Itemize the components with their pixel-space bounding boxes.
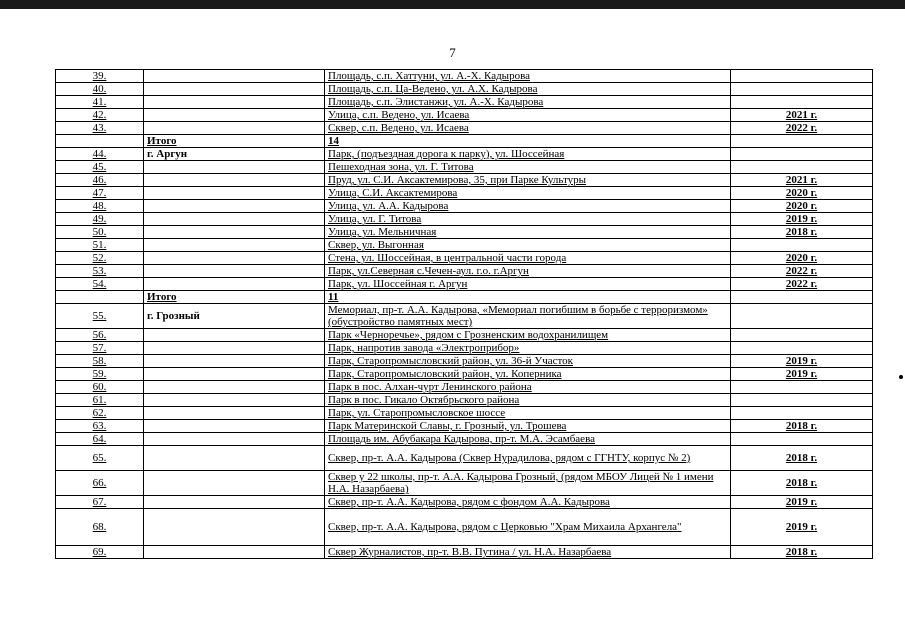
year-cell: 2019 г. xyxy=(731,213,873,226)
object-cell: Улица, С.И. Аксактемирова xyxy=(325,187,731,200)
year-cell: 2020 г. xyxy=(731,187,873,200)
year-cell xyxy=(731,161,873,174)
table-row xyxy=(56,304,873,329)
locality-cell xyxy=(144,496,325,509)
row-number: 57. xyxy=(56,342,144,355)
table-row xyxy=(56,368,873,381)
row-number: 41. xyxy=(56,96,144,109)
locality-cell: г. Аргун xyxy=(144,148,325,161)
year-cell: 2019 г. xyxy=(731,355,873,368)
year-cell: 2018 г. xyxy=(731,226,873,239)
year-cell: 2021 г. xyxy=(731,174,873,187)
locality-cell xyxy=(144,70,325,83)
year-cell xyxy=(731,433,873,446)
locality-cell xyxy=(144,96,325,109)
year-cell: 2022 г. xyxy=(731,265,873,278)
year-cell xyxy=(731,70,873,83)
table-row xyxy=(56,83,873,96)
locality-cell xyxy=(144,226,325,239)
total-value: 11 xyxy=(325,291,731,304)
year-cell xyxy=(731,83,873,96)
table-row xyxy=(56,433,873,446)
object-cell: Парк, ул. Старопромысловское шоссе xyxy=(325,407,731,420)
row-number: 49. xyxy=(56,213,144,226)
object-cell: Парк, ул.Северная с.Чечен-аул. г.о. г.Аргун xyxy=(325,265,731,278)
object-cell: Стена, ул. Шоссейная, в центральной части города xyxy=(325,252,731,265)
row-number: 52. xyxy=(56,252,144,265)
year-cell: 2019 г. xyxy=(731,509,873,546)
table-body xyxy=(56,70,873,559)
locality-cell: г. Грозный xyxy=(144,304,325,329)
table-row xyxy=(56,394,873,407)
row-number: 69. xyxy=(56,546,144,559)
locality-cell xyxy=(144,546,325,559)
row-number: 61. xyxy=(56,394,144,407)
row-number: 46. xyxy=(56,174,144,187)
table-row xyxy=(56,174,873,187)
object-cell: Улица, ул. Мельничная xyxy=(325,226,731,239)
top-border-bar xyxy=(0,0,905,9)
row-number: 65. xyxy=(56,446,144,471)
year-cell xyxy=(731,329,873,342)
row-number: 45. xyxy=(56,161,144,174)
row-number: 48. xyxy=(56,200,144,213)
row-number: 54. xyxy=(56,278,144,291)
object-cell: Парк в пос. Алхан-чурт Ленинского района xyxy=(325,381,731,394)
year-cell xyxy=(731,342,873,355)
object-cell: Парк, Старопромысловский район, ул. 36-й Участок xyxy=(325,355,731,368)
table-row xyxy=(56,496,873,509)
row-number: 50. xyxy=(56,226,144,239)
locality-cell xyxy=(144,213,325,226)
table-row xyxy=(56,239,873,252)
object-cell: Улица, ул. Г. Титова xyxy=(325,213,731,226)
year-cell: 2018 г. xyxy=(731,446,873,471)
row-number: 63. xyxy=(56,420,144,433)
locality-cell xyxy=(144,174,325,187)
locality-cell xyxy=(144,122,325,135)
year-cell: 2020 г. xyxy=(731,252,873,265)
table-row xyxy=(56,278,873,291)
locality-cell xyxy=(144,278,325,291)
locality-cell xyxy=(144,265,325,278)
table-row xyxy=(56,226,873,239)
year-cell xyxy=(731,381,873,394)
row-number: 43. xyxy=(56,122,144,135)
object-cell: Парк, (подъездная дорога к парку), ул. Шоссейная xyxy=(325,148,731,161)
year-cell: 2022 г. xyxy=(731,278,873,291)
year-cell xyxy=(731,96,873,109)
row-number: 64. xyxy=(56,433,144,446)
row-number xyxy=(56,135,144,148)
locality-cell xyxy=(144,252,325,265)
object-cell: Парк «Черноречье», рядом с Грозненским водохранилищем xyxy=(325,329,731,342)
year-cell xyxy=(731,394,873,407)
object-cell: Площадь им. Абубакара Кадырова, пр-т. М.А. Эсамбаева xyxy=(325,433,731,446)
object-cell: Парк, Старопромысловский район, ул. Коперника xyxy=(325,368,731,381)
table-row xyxy=(56,187,873,200)
year-cell: 2018 г. xyxy=(731,471,873,496)
table-row xyxy=(56,109,873,122)
table-row xyxy=(56,471,873,496)
locality-cell xyxy=(144,420,325,433)
object-cell: Пруд, ул. С.И. Аксактемирова, 35, при Парке Культуры xyxy=(325,174,731,187)
table-row xyxy=(56,446,873,471)
object-cell: Парк Материнской Славы, г. Грозный, ул. Трошева xyxy=(325,420,731,433)
total-label: Итого xyxy=(144,291,325,304)
locality-cell xyxy=(144,83,325,96)
object-cell: Сквер Журналистов, пр-т. В.В. Путина / ул. Н.А. Назарбаева xyxy=(325,546,731,559)
object-cell: Сквер, с.п. Ведено, ул. Исаева xyxy=(325,122,731,135)
object-cell: Сквер, пр-т. А.А. Кадырова, рядом с фондом А.А. Кадырова xyxy=(325,496,731,509)
object-cell: Парк, напротив завода «Электроприбор» xyxy=(325,342,731,355)
year-cell xyxy=(731,291,873,304)
row-number: 68. xyxy=(56,509,144,546)
object-cell: Площадь, с.п. Элистанжи, ул. А.-Х. Кадырова xyxy=(325,96,731,109)
total-label: Итого xyxy=(144,135,325,148)
total-value: 14 xyxy=(325,135,731,148)
locality-cell xyxy=(144,239,325,252)
table-row xyxy=(56,213,873,226)
year-cell: 2021 г. xyxy=(731,109,873,122)
locality-cell xyxy=(144,109,325,122)
object-cell: Парк в пос. Гикало Октябрьского района xyxy=(325,394,731,407)
row-number: 66. xyxy=(56,471,144,496)
scan-edge-mark xyxy=(899,375,903,379)
table-row xyxy=(56,546,873,559)
year-cell: 2022 г. xyxy=(731,122,873,135)
row-number: 51. xyxy=(56,239,144,252)
row-number: 47. xyxy=(56,187,144,200)
table-row xyxy=(56,420,873,433)
table-row xyxy=(56,329,873,342)
locality-cell xyxy=(144,368,325,381)
locality-cell xyxy=(144,407,325,420)
table-row xyxy=(56,407,873,420)
year-cell xyxy=(731,239,873,252)
year-cell xyxy=(731,148,873,161)
year-cell: 2019 г. xyxy=(731,368,873,381)
improvement-objects-table xyxy=(55,69,873,559)
table-row xyxy=(56,70,873,83)
year-cell: 2018 г. xyxy=(731,420,873,433)
year-cell: 2020 г. xyxy=(731,200,873,213)
row-number: 39. xyxy=(56,70,144,83)
row-number: 59. xyxy=(56,368,144,381)
table-row xyxy=(56,122,873,135)
table-row xyxy=(56,148,873,161)
locality-cell xyxy=(144,200,325,213)
year-cell xyxy=(731,304,873,329)
table-row xyxy=(56,252,873,265)
total-row xyxy=(56,135,873,148)
locality-cell xyxy=(144,446,325,471)
table-row xyxy=(56,96,873,109)
locality-cell xyxy=(144,161,325,174)
locality-cell xyxy=(144,433,325,446)
object-cell: Улица, с.п. Ведено, ул. Исаева xyxy=(325,109,731,122)
object-cell: Сквер, пр-т. А.А. Кадырова (Сквер Нурадилова, рядом с ГГНТУ, корпус № 2) xyxy=(325,446,731,471)
table-row xyxy=(56,265,873,278)
year-cell: 2019 г. xyxy=(731,496,873,509)
object-cell: Сквер, ул. Выгонная xyxy=(325,239,731,252)
row-number xyxy=(56,291,144,304)
object-cell: Парк, ул. Шоссейная г. Аргун xyxy=(325,278,731,291)
total-row xyxy=(56,291,873,304)
table-row xyxy=(56,342,873,355)
locality-cell xyxy=(144,394,325,407)
object-cell: Площадь, с.п. Ца-Ведено, ул. А.Х. Кадырова xyxy=(325,83,731,96)
table-row xyxy=(56,161,873,174)
row-number: 40. xyxy=(56,83,144,96)
object-cell: Пешеходная зона, ул. Г. Титова xyxy=(325,161,731,174)
row-number: 55. xyxy=(56,304,144,329)
table-row xyxy=(56,381,873,394)
locality-cell xyxy=(144,381,325,394)
object-cell: Сквер у 22 школы, пр-т. А.А. Кадырова Грозный, (рядом МБОУ Лицей № 1 имени Н.А. Назарбаева) xyxy=(325,471,731,496)
year-cell xyxy=(731,407,873,420)
locality-cell xyxy=(144,342,325,355)
object-cell: Мемориал, пр-т. А.А. Кадырова, «Мемориал погибшим в борьбе с терроризмом» (обустройство памятных мест) xyxy=(325,304,731,329)
table-row xyxy=(56,200,873,213)
locality-cell xyxy=(144,471,325,496)
row-number: 56. xyxy=(56,329,144,342)
locality-cell xyxy=(144,509,325,546)
year-cell xyxy=(731,135,873,148)
locality-cell xyxy=(144,355,325,368)
page-number: 7 xyxy=(449,45,456,60)
row-number: 53. xyxy=(56,265,144,278)
row-number: 42. xyxy=(56,109,144,122)
object-cell: Улица, ул. А.А. Кадырова xyxy=(325,200,731,213)
object-cell: Площадь, с.п. Хаттуни, ул. А.-Х. Кадырова xyxy=(325,70,731,83)
table-row xyxy=(56,355,873,368)
row-number: 62. xyxy=(56,407,144,420)
table-row xyxy=(56,509,873,546)
row-number: 44. xyxy=(56,148,144,161)
row-number: 60. xyxy=(56,381,144,394)
row-number: 67. xyxy=(56,496,144,509)
row-number: 58. xyxy=(56,355,144,368)
year-cell: 2018 г. xyxy=(731,546,873,559)
object-cell: Сквер, пр-т. А.А. Кадырова, рядом с Церковью "Храм Михаила Архангела" xyxy=(325,509,731,546)
locality-cell xyxy=(144,329,325,342)
locality-cell xyxy=(144,187,325,200)
